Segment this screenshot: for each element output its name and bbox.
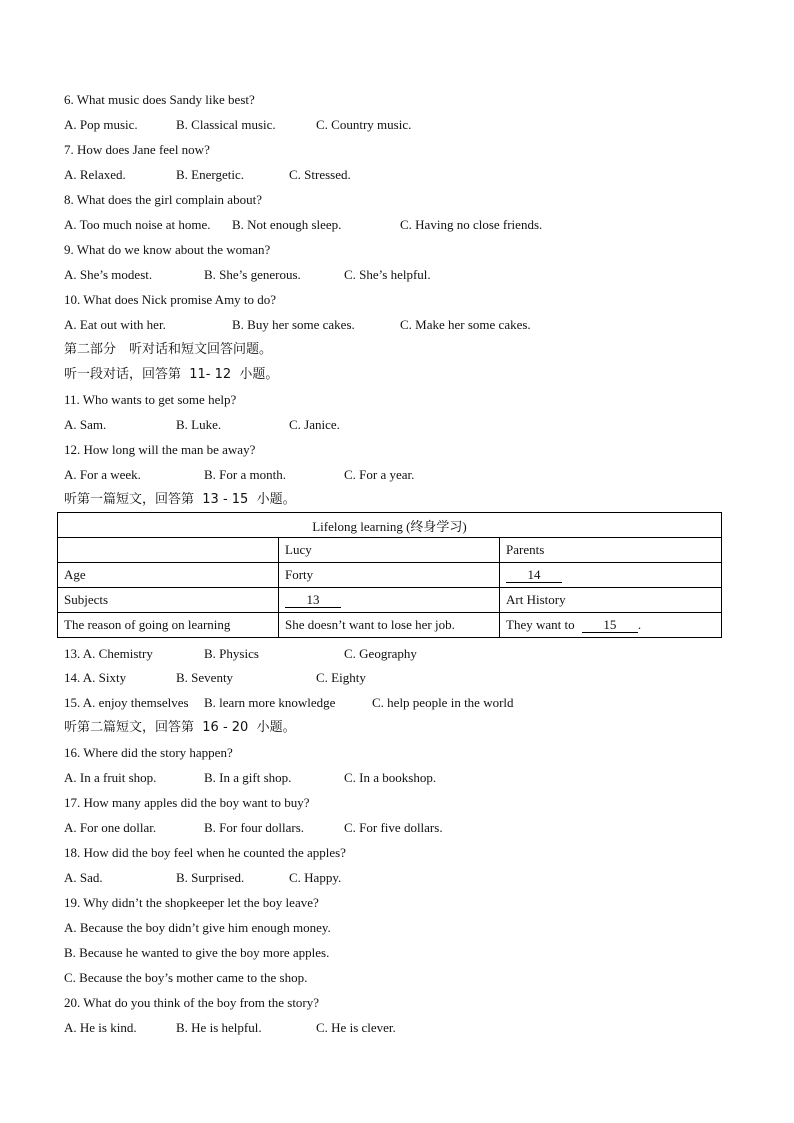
question-17-option-b: B. For four dollars. (204, 820, 305, 835)
question-19-stem: 19. Why didn’t the shopkeeper let the boy leave? (64, 895, 319, 910)
blank-14: 14 (506, 568, 562, 583)
question-8-option-b: B. Not enough sleep. (232, 217, 342, 232)
reason-parents-prefix: They want to (506, 617, 575, 632)
question-11-stem: 11. Who wants to get some help? (64, 392, 237, 407)
question-20-option-c: C. He is clever. (316, 1020, 396, 1035)
question-15-option-b: B. learn more knowledge (204, 695, 336, 710)
question-6-option-b: B. Classical music. (176, 117, 276, 132)
question-10-stem: 10. What does Nick promise Amy to do? (64, 292, 277, 307)
question-11-option-a: A. Sam. (64, 417, 107, 432)
question-20-option-b: B. He is helpful. (176, 1020, 262, 1035)
question-16-option-b: B. In a gift shop. (204, 770, 292, 785)
question-18-stem: 18. How did the boy feel when he counted the apples? (64, 845, 346, 860)
table-header-row (58, 538, 722, 563)
question-19-option-b: B. Because he wanted to give the boy more apples. (64, 945, 330, 960)
table-row (58, 613, 722, 638)
question-7-option-a: A. Relaxed. (64, 167, 126, 182)
table-cell-age-parents (500, 563, 722, 588)
question-10-option-a: A. Eat out with her. (64, 317, 166, 332)
question-19-option-a: A. Because the boy didn’t give him enough money. (64, 920, 331, 935)
question-13-option-b: B. Physics (204, 646, 259, 661)
table-row (58, 588, 722, 613)
table-cell-reason-lucy: She doesn’t want to lose her job. (279, 613, 500, 638)
question-15-option-a: 15. A. enjoy themselves (64, 695, 189, 710)
passage-1-heading: 听第一篇短文，回答第 13 - 15 小题。 (64, 492, 296, 507)
lifelong-learning-table (57, 512, 722, 638)
table-header-empty (58, 538, 279, 563)
question-18-option-a: A. Sad. (64, 870, 103, 885)
question-7-option-b: B. Energetic. (176, 167, 244, 182)
question-7-option-c: C. Stressed. (289, 167, 351, 182)
table-cell-subjects-lucy (279, 588, 500, 613)
question-11-option-b: B. Luke. (176, 417, 222, 432)
part-2-heading: 第二部分 听对话和短文回答问题。 (64, 342, 273, 357)
question-10-option-c: C. Make her some cakes. (400, 317, 531, 332)
question-12-option-a: A. For a week. (64, 467, 141, 482)
question-9-option-b: B. She’s generous. (204, 267, 301, 282)
reason-parents-suffix: . (637, 617, 642, 632)
question-6-option-c: C. Country music. (316, 117, 412, 132)
question-8-option-a: A. Too much noise at home. (64, 217, 211, 232)
question-16-stem: 16. Where did the story happen? (64, 745, 233, 760)
question-17-option-a: A. For one dollar. (64, 820, 157, 835)
question-8-option-c: C. Having no close friends. (400, 217, 543, 232)
question-6-stem: 6. What music does Sandy like best? (64, 92, 255, 107)
table-row (58, 563, 722, 588)
question-7-stem: 7. How does Jane feel now? (64, 142, 210, 157)
blank-13: 13 (285, 593, 341, 608)
table-header-lucy: Lucy (279, 538, 500, 563)
table-cell-reason-parents (500, 613, 722, 638)
question-20-stem: 20. What do you think of the boy from the story? (64, 995, 320, 1010)
question-19-option-c: C. Because the boy’s mother came to the shop. (64, 970, 308, 985)
question-12-option-b: B. For a month. (204, 467, 286, 482)
table-cell-age-label: Age (58, 563, 279, 588)
table-cell-subjects-parents: Art History (500, 588, 722, 613)
dialog-heading: 听一段对话，回答第 11- 12 小题。 (64, 367, 279, 382)
blank-15: 15 (582, 618, 638, 633)
table-title: Lifelong learning (终身学习) (58, 513, 722, 538)
question-12-stem: 12. How long will the man be away? (64, 442, 256, 457)
table-cell-subjects-label: Subjects (58, 588, 279, 613)
question-13-option-c: C. Geography (344, 646, 417, 661)
table-title-row (58, 513, 722, 538)
question-16-option-a: A. In a fruit shop. (64, 770, 157, 785)
table-cell-age-lucy: Forty (279, 563, 500, 588)
question-10-option-b: B. Buy her some cakes. (232, 317, 355, 332)
question-15-option-c: C. help people in the world (372, 695, 514, 710)
table-header-parents: Parents (500, 538, 722, 563)
question-13-option-a: 13. A. Chemistry (64, 646, 153, 661)
question-18-option-c: C. Happy. (289, 870, 342, 885)
question-14-option-b: B. Seventy (176, 670, 234, 685)
question-14-option-c: C. Eighty (316, 670, 366, 685)
passage-2-heading: 听第二篇短文，回答第 16 - 20 小题。 (64, 720, 296, 735)
question-12-option-c: C. For a year. (344, 467, 415, 482)
question-11-option-c: C. Janice. (289, 417, 340, 432)
question-18-option-b: B. Surprised. (176, 870, 245, 885)
question-9-option-c: C. She’s helpful. (344, 267, 431, 282)
question-9-option-a: A. She’s modest. (64, 267, 153, 282)
question-8-stem: 8. What does the girl complain about? (64, 192, 262, 207)
question-20-option-a: A. He is kind. (64, 1020, 137, 1035)
question-16-option-c: C. In a bookshop. (344, 770, 437, 785)
table-cell-reason-label: The reason of going on learning (58, 613, 279, 638)
question-6-option-a: A. Pop music. (64, 117, 138, 132)
question-17-stem: 17. How many apples did the boy want to buy? (64, 795, 310, 810)
question-14-option-a: 14. A. Sixty (64, 670, 127, 685)
question-17-option-c: C. For five dollars. (344, 820, 443, 835)
question-9-stem: 9. What do we know about the woman? (64, 242, 271, 257)
